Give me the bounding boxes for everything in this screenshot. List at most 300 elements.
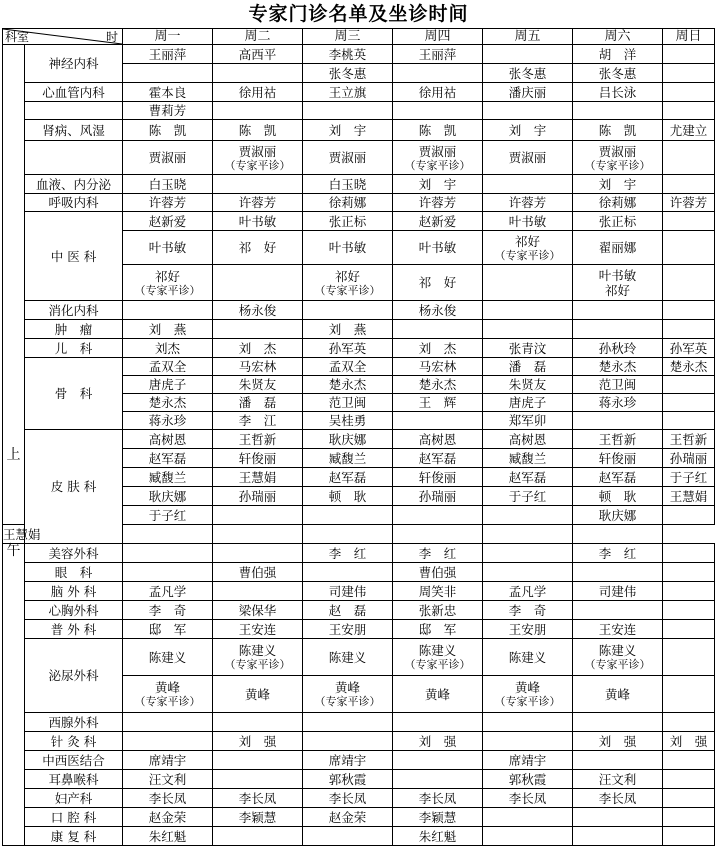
doctor-cell — [393, 525, 483, 544]
schedule-table-lower — [2, 543, 715, 846]
doctor-cell: 孙瑞丽 — [393, 487, 483, 506]
doctor-cell — [213, 64, 303, 83]
doctor-cell — [573, 639, 663, 676]
doctor-cell: 陈建义 — [303, 639, 393, 676]
doctor-cell: 朱红魁 — [123, 827, 213, 846]
doctor-cell: 叶书敏 — [483, 212, 573, 231]
doctor-cell — [483, 563, 573, 582]
doctor-cell: 于子红 — [663, 468, 715, 487]
doctor-cell — [663, 45, 715, 64]
doctor-cell: 李 红 — [393, 544, 483, 563]
doctor-cell — [123, 301, 213, 320]
doctor-cell: 翟丽娜 — [573, 231, 663, 265]
doctor-cell — [213, 751, 303, 770]
doctor-cell: 许蓉芳 — [483, 194, 573, 212]
dept-name: 肿 瘤 — [25, 320, 123, 339]
doctor-cell — [393, 770, 483, 789]
doctor-name: 祁好 — [514, 233, 540, 249]
doctor-cell — [663, 83, 715, 102]
doctor-cell — [573, 751, 663, 770]
doctor-cell: 顿 耿 — [573, 487, 663, 506]
doctor-cell — [303, 301, 393, 320]
doctor-cell — [483, 827, 573, 846]
doctor-cell: 尤建立 — [663, 120, 715, 141]
doctor-cell: 耿庆娜 — [573, 506, 663, 525]
doctor-name: 祁好 — [334, 268, 360, 284]
doctor-cell: 楚永杰 — [123, 394, 213, 412]
doctor-name: 贾淑丽 — [238, 143, 277, 159]
doctor-cell — [483, 320, 573, 339]
dept-name: 泌尿外科 — [25, 639, 123, 713]
doctor-cell: 刘 强 — [573, 732, 663, 751]
doctor-cell: 王丽萍 — [393, 45, 483, 64]
doctor-cell: 高树恩 — [123, 430, 213, 449]
doctor-cell: 赵 磊 — [303, 601, 393, 620]
doctor-cell — [663, 412, 715, 430]
doctor-cell: 杨永俊 — [213, 301, 303, 320]
doctor-cell — [483, 265, 573, 301]
doctor-cell — [663, 394, 715, 412]
header-row — [3, 29, 715, 45]
doctor-cell: 赵金荣 — [123, 808, 213, 827]
flat-note: （专家平诊） — [494, 695, 561, 708]
doctor-cell: 朱贤友 — [213, 376, 303, 394]
dept-name: 口 腔 科 — [25, 808, 123, 827]
doctor-cell: 李长凤 — [483, 789, 573, 808]
doctor-cell: 席靖宇 — [123, 751, 213, 770]
doctor-cell: 李长凤 — [393, 789, 483, 808]
doctor-cell: 王丽萍 — [123, 45, 213, 64]
doctor-cell: 邸 军 — [123, 620, 213, 639]
doctor-cell: 李长凤 — [213, 789, 303, 808]
doctor-cell — [393, 64, 483, 83]
doctor-cell: 曹伯强 — [213, 563, 303, 582]
doctor-cell: 刘 宇 — [393, 175, 483, 194]
dept-name: 针 灸 科 — [25, 732, 123, 751]
doctor-cell: 孙军英 — [303, 339, 393, 358]
doctor-cell: 李 奇 — [483, 601, 573, 620]
doctor-cell — [483, 45, 573, 64]
dept-name: 消化内科 — [25, 301, 123, 320]
doctor-cell — [393, 320, 483, 339]
doctor-cell: 李长凤 — [303, 789, 393, 808]
doctor-cell: 刘 燕 — [123, 320, 213, 339]
doctor-cell: 刘 杰 — [213, 339, 303, 358]
doctor-cell: 陈 凯 — [393, 120, 483, 141]
doctor-cell: 刘 强 — [213, 732, 303, 751]
flat-note: （专家平诊） — [404, 658, 471, 671]
day-header: 周四 — [393, 29, 483, 45]
doctor-cell — [303, 713, 393, 732]
doctor-name: 贾淑丽 — [418, 143, 457, 159]
doctor-cell: 刘 宇 — [483, 120, 573, 141]
doctor-cell — [663, 376, 715, 394]
doctor-cell: 贾淑丽 — [303, 141, 393, 175]
doctor-name: 贾淑丽 — [598, 143, 637, 159]
doctor-cell: 周笑非 — [393, 582, 483, 601]
doctor-cell: 孟双全 — [123, 358, 213, 376]
doctor-cell: 孟双全 — [303, 358, 393, 376]
doctor-cell — [663, 676, 715, 713]
doctor-cell: 许蓉芳 — [663, 194, 715, 212]
doctor-cell: 王安连 — [213, 620, 303, 639]
doctor-cell — [573, 412, 663, 430]
doctor-cell — [483, 808, 573, 827]
flat-note: （专家平诊） — [494, 248, 561, 262]
doctor-cell — [573, 265, 663, 301]
doctor-cell: 王安连 — [573, 620, 663, 639]
doctor-cell: 王立旗 — [303, 83, 393, 102]
doctor-cell: 王慧娟 — [663, 487, 715, 506]
doctor-cell: 李 红 — [573, 544, 663, 563]
dept-name: 耳鼻喉科 — [25, 770, 123, 789]
doctor-cell: 许蓉芳 — [213, 194, 303, 212]
doctor-cell: 楚永杰 — [573, 358, 663, 376]
doctor-cell: 许蓉芳 — [123, 194, 213, 212]
flat-note: （专家平诊） — [134, 695, 201, 708]
doctor-cell — [123, 732, 213, 751]
doctor-name: 陈建义 — [598, 643, 637, 658]
doctor-cell: 叶书敏 — [393, 231, 483, 265]
day-header: 周二 — [213, 29, 303, 45]
doctor-cell — [213, 713, 303, 732]
flat-note: （专家平诊） — [584, 158, 651, 172]
doctor-cell — [303, 827, 393, 846]
doctor-cell: 李桃英 — [303, 45, 393, 64]
doctor-cell — [483, 713, 573, 732]
flat-note: （专家平诊） — [224, 658, 291, 671]
doctor-cell: 陈 凯 — [573, 120, 663, 141]
doctor-cell — [393, 713, 483, 732]
doctor-cell — [663, 563, 715, 582]
doctor-cell — [663, 713, 715, 732]
schedule-table — [2, 28, 715, 544]
doctor-cell: 范卫闽 — [573, 376, 663, 394]
doctor-cell — [663, 64, 715, 83]
doctor-cell: 徐用祜 — [393, 83, 483, 102]
doctor-cell — [483, 506, 573, 525]
doctor-cell — [573, 563, 663, 582]
doctor-cell: 高树恩 — [393, 430, 483, 449]
flat-note: （专家平诊） — [224, 158, 291, 172]
doctor-cell — [213, 827, 303, 846]
doctor-cell: 轩俊丽 — [393, 468, 483, 487]
doctor-cell: 赵军磊 — [303, 468, 393, 487]
doctor-cell: 于子红 — [483, 487, 573, 506]
doctor-name: 黄峰 — [154, 680, 180, 695]
doctor-cell — [663, 601, 715, 620]
doctor-cell: 轩俊丽 — [213, 449, 303, 468]
corner-dept-label: 科室 — [5, 30, 30, 44]
doctor-cell: 李颖慧 — [393, 808, 483, 827]
day-header: 周六 — [573, 29, 663, 45]
doctor-cell — [213, 141, 303, 175]
dept-name: 心血管内科 — [25, 83, 123, 102]
doctor-cell — [663, 506, 715, 525]
doctor-cell: 高西平 — [213, 45, 303, 64]
dept-name: 康 复 科 — [25, 827, 123, 846]
doctor-cell: 孙瑞丽 — [213, 487, 303, 506]
doctor-cell: 张冬惠 — [483, 64, 573, 83]
doctor-cell: 赵新爱 — [393, 212, 483, 231]
doctor-cell — [663, 620, 715, 639]
doctor-cell: 汪文利 — [573, 770, 663, 789]
doctor-cell: 李 红 — [303, 544, 393, 563]
doctor-cell: 耿庆娜 — [303, 430, 393, 449]
doctor-cell: 李 江 — [213, 412, 303, 430]
dept-name: 皮 肤 科 — [25, 430, 123, 544]
corner-cell — [3, 29, 123, 45]
doctor-cell: 赵军磊 — [123, 449, 213, 468]
doctor-cell: 孟凡学 — [483, 582, 573, 601]
doctor-cell: 贾淑丽 — [483, 141, 573, 175]
doctor-cell — [483, 231, 573, 265]
doctor-cell — [483, 525, 573, 544]
doctor-cell: 张新忠 — [393, 601, 483, 620]
doctor-cell: 臧馥兰 — [483, 449, 573, 468]
doctor-cell: 潘庆丽 — [483, 83, 573, 102]
doctor-cell: 黄峰 — [393, 676, 483, 713]
dept-name: 肾病、风湿 — [25, 120, 123, 141]
doctor-cell — [213, 506, 303, 525]
day-header: 周一 — [123, 29, 213, 45]
dept-name — [25, 102, 123, 120]
doctor-cell — [123, 525, 213, 544]
dept-name: 神经内科 — [25, 45, 123, 83]
doctor-cell — [303, 265, 393, 301]
doctor-name: 陈建义 — [238, 643, 277, 658]
doctor-cell: 李长凤 — [123, 789, 213, 808]
flat-note: （专家平诊） — [314, 695, 381, 708]
doctor-cell: 吴桂勇 — [303, 412, 393, 430]
doctor-cell — [663, 751, 715, 770]
doctor-cell: 王慧娟 — [3, 526, 41, 542]
doctor-cell: 高树恩 — [483, 430, 573, 449]
dept-name: 血液、内分泌 — [25, 175, 123, 194]
dept-name: 心胸外科 — [25, 601, 123, 620]
doctor-cell: 李长凤 — [573, 789, 663, 808]
doctor-name: 祁好 — [604, 282, 630, 298]
doctor-cell: 于子红 — [123, 506, 213, 525]
doctor-cell: 刘 宇 — [303, 120, 393, 141]
doctor-cell: 梁保华 — [213, 601, 303, 620]
dept-name: 骨 科 — [25, 358, 123, 430]
flat-note: （专家平诊） — [404, 158, 471, 172]
flat-note: （专家平诊） — [134, 283, 201, 297]
doctor-cell — [123, 563, 213, 582]
doctor-cell — [573, 102, 663, 120]
doctor-cell: 王 辉 — [393, 394, 483, 412]
doctor-cell: 祁 好 — [213, 231, 303, 265]
doctor-cell: 刘 强 — [663, 732, 715, 751]
doctor-cell: 楚永杰 — [303, 376, 393, 394]
doctor-cell: 张青汶 — [483, 339, 573, 358]
doctor-cell — [663, 231, 715, 265]
doctor-cell: 李 奇 — [123, 601, 213, 620]
doctor-cell: 轩俊丽 — [573, 449, 663, 468]
doctor-cell: 陈 凯 — [123, 120, 213, 141]
doctor-cell: 郑军卯 — [483, 412, 573, 430]
doctor-name: 陈建义 — [418, 643, 457, 658]
doctor-cell: 王安朋 — [483, 620, 573, 639]
doctor-cell: 叶书敏 — [123, 231, 213, 265]
page-title: 专家门诊名单及坐诊时间 — [248, 3, 469, 25]
doctor-cell: 王哲新 — [573, 430, 663, 449]
doctor-cell — [663, 582, 715, 601]
dept-name: 中 医 科 — [25, 212, 123, 301]
flat-note: （专家平诊） — [314, 283, 381, 297]
doctor-cell: 刘 燕 — [303, 320, 393, 339]
doctor-name: 黄峰 — [514, 680, 540, 695]
doctor-cell: 杨永俊 — [393, 301, 483, 320]
doctor-cell: 唐虎子 — [123, 376, 213, 394]
doctor-cell: 楚永杰 — [663, 358, 715, 376]
doctor-cell — [303, 563, 393, 582]
day-header: 周三 — [303, 29, 393, 45]
doctor-cell: 郭秋霞 — [303, 770, 393, 789]
dept-name: 呼吸内科 — [25, 194, 123, 212]
doctor-cell: 许蓉芳 — [393, 194, 483, 212]
doctor-cell — [213, 525, 303, 544]
doctor-cell — [123, 544, 213, 563]
doctor-cell: 刘杰 — [123, 339, 213, 358]
doctor-cell — [573, 141, 663, 175]
doctor-cell — [393, 751, 483, 770]
doctor-cell — [663, 175, 715, 194]
doctor-cell: 霍本良 — [123, 83, 213, 102]
doctor-name: 祁好 — [154, 268, 180, 284]
doctor-cell: 张正标 — [573, 212, 663, 231]
doctor-cell: 陈建义 — [123, 639, 213, 676]
doctor-cell: 臧馥兰 — [123, 468, 213, 487]
doctor-cell — [393, 141, 483, 175]
doctor-cell: 席靖宇 — [303, 751, 393, 770]
doctor-cell: 徐莉娜 — [573, 194, 663, 212]
dept-name: 普 外 科 — [25, 620, 123, 639]
doctor-cell: 黄峰 — [213, 676, 303, 713]
doctor-cell — [663, 265, 715, 301]
doctor-cell — [663, 639, 715, 676]
doctor-cell — [483, 175, 573, 194]
day-header: 周日 — [663, 29, 715, 45]
doctor-cell — [123, 265, 213, 301]
doctor-cell: 陈 凯 — [213, 120, 303, 141]
doctor-cell: 曹莉芳 — [123, 102, 213, 120]
doctor-cell: 赵军磊 — [573, 468, 663, 487]
doctor-cell: 刘 宇 — [573, 175, 663, 194]
doctor-cell — [663, 212, 715, 231]
doctor-cell: 孟凡学 — [123, 582, 213, 601]
doctor-cell — [573, 827, 663, 846]
doctor-cell — [393, 639, 483, 676]
session-label: 上 — [3, 45, 25, 525]
doctor-cell: 楚永杰 — [393, 376, 483, 394]
flat-note: （专家平诊） — [584, 658, 651, 671]
doctor-cell: 陈建义 — [483, 639, 573, 676]
doctor-cell — [303, 525, 393, 544]
doctor-cell: 徐莉娜 — [303, 194, 393, 212]
doctor-cell — [663, 141, 715, 175]
doctor-cell — [303, 732, 393, 751]
doctor-cell — [573, 301, 663, 320]
doctor-cell: 唐虎子 — [483, 394, 573, 412]
doctor-cell: 赵新爱 — [123, 212, 213, 231]
doctor-cell: 席靖宇 — [483, 751, 573, 770]
doctor-cell: 顿 耿 — [303, 487, 393, 506]
doctor-cell: 邸 军 — [393, 620, 483, 639]
doctor-cell — [213, 265, 303, 301]
doctor-cell: 王哲新 — [213, 430, 303, 449]
doctor-cell: 范卫闽 — [303, 394, 393, 412]
doctor-cell — [573, 713, 663, 732]
doctor-cell: 胡 洋 — [573, 45, 663, 64]
doctor-cell: 汪文利 — [123, 770, 213, 789]
doctor-cell: 王安朋 — [303, 620, 393, 639]
dept-name: 妇产科 — [25, 789, 123, 808]
doctor-cell — [123, 713, 213, 732]
doctor-cell — [213, 320, 303, 339]
doctor-cell: 祁 好 — [393, 265, 483, 301]
doctor-cell: 蒋永珍 — [573, 394, 663, 412]
doctor-cell: 李颖慧 — [213, 808, 303, 827]
doctor-cell — [663, 544, 715, 563]
doctor-cell: 潘 磊 — [213, 394, 303, 412]
doctor-cell: 蒋永珍 — [123, 412, 213, 430]
doctor-cell — [483, 676, 573, 713]
doctor-cell: 朱贤友 — [483, 376, 573, 394]
dept-name: 脑 外 科 — [25, 582, 123, 601]
dept-name: 西腺外科 — [25, 713, 123, 732]
doctor-cell — [213, 102, 303, 120]
doctor-cell — [573, 320, 663, 339]
dept-name: 美容外科 — [25, 544, 123, 563]
doctor-cell: 黄峰 — [573, 676, 663, 713]
doctor-cell — [393, 102, 483, 120]
doctor-cell — [123, 676, 213, 713]
doctor-cell — [483, 544, 573, 563]
doctor-cell — [663, 789, 715, 808]
doctor-cell: 赵军磊 — [393, 449, 483, 468]
doctor-cell: 白玉晓 — [303, 175, 393, 194]
doctor-cell — [303, 102, 393, 120]
day-header: 周五 — [483, 29, 573, 45]
doctor-cell — [213, 582, 303, 601]
doctor-cell: 潘 磊 — [483, 358, 573, 376]
doctor-cell: 马宏林 — [213, 358, 303, 376]
doctor-cell: 白玉晓 — [123, 175, 213, 194]
doctor-cell — [663, 808, 715, 827]
doctor-cell — [483, 102, 573, 120]
doctor-cell — [393, 506, 483, 525]
doctor-cell — [213, 639, 303, 676]
doctor-cell: 张冬惠 — [573, 64, 663, 83]
doctor-cell — [213, 770, 303, 789]
dept-name: 儿 科 — [25, 339, 123, 358]
corner-time-label: 时 — [105, 30, 118, 44]
doctor-cell: 赵金荣 — [303, 808, 393, 827]
doctor-cell — [303, 676, 393, 713]
doctor-cell — [663, 827, 715, 846]
doctor-cell: 司建伟 — [303, 582, 393, 601]
doctor-cell — [123, 64, 213, 83]
doctor-cell: 臧馥兰 — [303, 449, 393, 468]
doctor-cell: 徐用祜 — [213, 83, 303, 102]
doctor-cell: 孙瑞丽 — [663, 449, 715, 468]
doctor-cell — [303, 506, 393, 525]
dept-name: 眼 科 — [25, 563, 123, 582]
doctor-cell — [213, 175, 303, 194]
doctor-cell: 孙秋玲 — [573, 339, 663, 358]
